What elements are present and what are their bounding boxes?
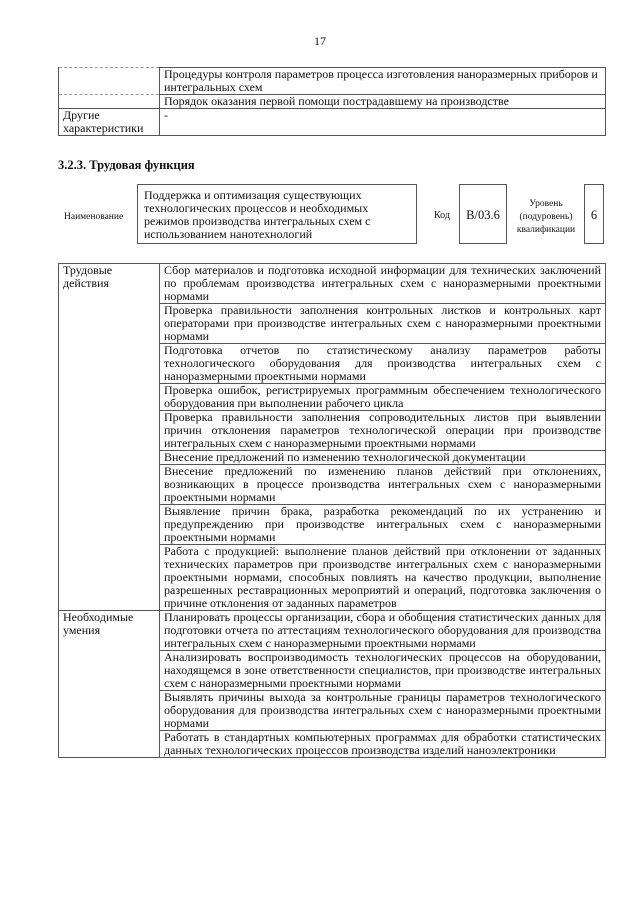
labor-function-table (58, 263, 606, 758)
required-skills-item: Анализировать воспроизводимость технологических процессов на оборудовании, находящемся в зоне ответственности специалистов, при производстве интегральных схем с наноразмерными проектными нормами (160, 651, 606, 691)
required-skills-item: Работать в стандартных компьютерных программах для обработки статистических данных технологических процессов производства изделий наноэлектроники (160, 731, 606, 758)
labor-actions-item: Внесение предложений по изменению технологической документации (160, 451, 606, 465)
page-number: 17 (314, 34, 326, 48)
function-name: Поддержка и оптимизация существующих технологических процессов и необходимых режимов производства интегральных схем с использованием нанотехнологий (137, 184, 417, 244)
code-label: Код (434, 210, 450, 221)
name-label: Наименование (64, 212, 124, 222)
section-title: 3.2.3. Трудовая функция (58, 158, 195, 172)
table-row (59, 611, 606, 651)
table-row (59, 264, 606, 304)
row-label (59, 68, 160, 95)
labor-actions-item: Внесение предложений по изменению планов действий при отклонениях, возникающих в процессе производства интегральных схем с наноразмерными проектными нормами (160, 465, 606, 505)
labor-actions-item: Работа с продукцией: выполнение планов действий при отклонении от заданных технических параметров при производстве интегральных схем с наноразмерными проектными нормами, способных повлиять на качество продукции, выполнение разрешенных реставрационных мероприятий и операций, подготовка заключения о причине отклонения от заданных параметров (160, 545, 606, 611)
table-row-other-characteristics (59, 109, 606, 136)
row-value: Процедуры контроля параметров процесса изготовления наноразмерных приборов и интегральных схем (160, 68, 606, 95)
labor-actions-item: Проверка правильности заполнения сопроводительных листов при выявлении причин отклонения параметров технологической операции при производстве интегральных схем с наноразмерными проектными нормами (160, 411, 606, 451)
labor-actions-label: Трудовые действия (59, 264, 160, 611)
required-skills-item: Выявлять причины выхода за контрольные границы параметров технологического оборудования для производства интегральных схем с наноразмерными проектными нормами (160, 691, 606, 731)
labor-actions-item: Проверка ошибок, регистрируемых программным обеспечением технологического оборудования при выполнении рабочего цикла (160, 384, 606, 411)
row-value: Порядок оказания первой помощи пострадавшему на производстве (160, 95, 606, 109)
function-code: B/03.6 (459, 184, 507, 244)
labor-actions-item: Подготовка отчетов по статистическому анализу параметров работы технологического оборудования для производства интегральных схем с наноразмерными проектными нормами (160, 344, 606, 384)
labor-function-header (58, 184, 606, 252)
labor-actions-item: Выявление причин брака, разработка рекомендаций по их устранению и предупреждению при производстве интегральных схем с наноразмерными проектными нормами (160, 505, 606, 545)
row-label (59, 95, 160, 109)
other-characteristics-label: Другие характеристики (59, 109, 160, 136)
other-characteristics-value: - (160, 109, 606, 136)
labor-actions-item: Сбор материалов и подготовка исходной информации для технических заключений по проблемам производства интегральных схем с наноразмерными проектными нормами (160, 264, 606, 304)
table-row (59, 95, 606, 109)
required-skills-label: Необходимые умения (59, 611, 160, 758)
required-skills-item: Планировать процессы организации, сбора и обобщения статистических данных для подготовки отчета по аттестациям технологического оборудования для производства интегральных схем с наноразмерными проектными нормами (160, 611, 606, 651)
qualification-level: 6 (584, 184, 604, 244)
knowledge-table-continuation (58, 67, 606, 136)
table-row (59, 68, 606, 95)
labor-actions-item: Проверка правильности заполнения контрольных листков и контрольных карт операторами при производстве интегральных схем с наноразмерными проектными нормами (160, 304, 606, 344)
qualification-level-label: Уровень (подуровень) квалификации (516, 199, 576, 235)
